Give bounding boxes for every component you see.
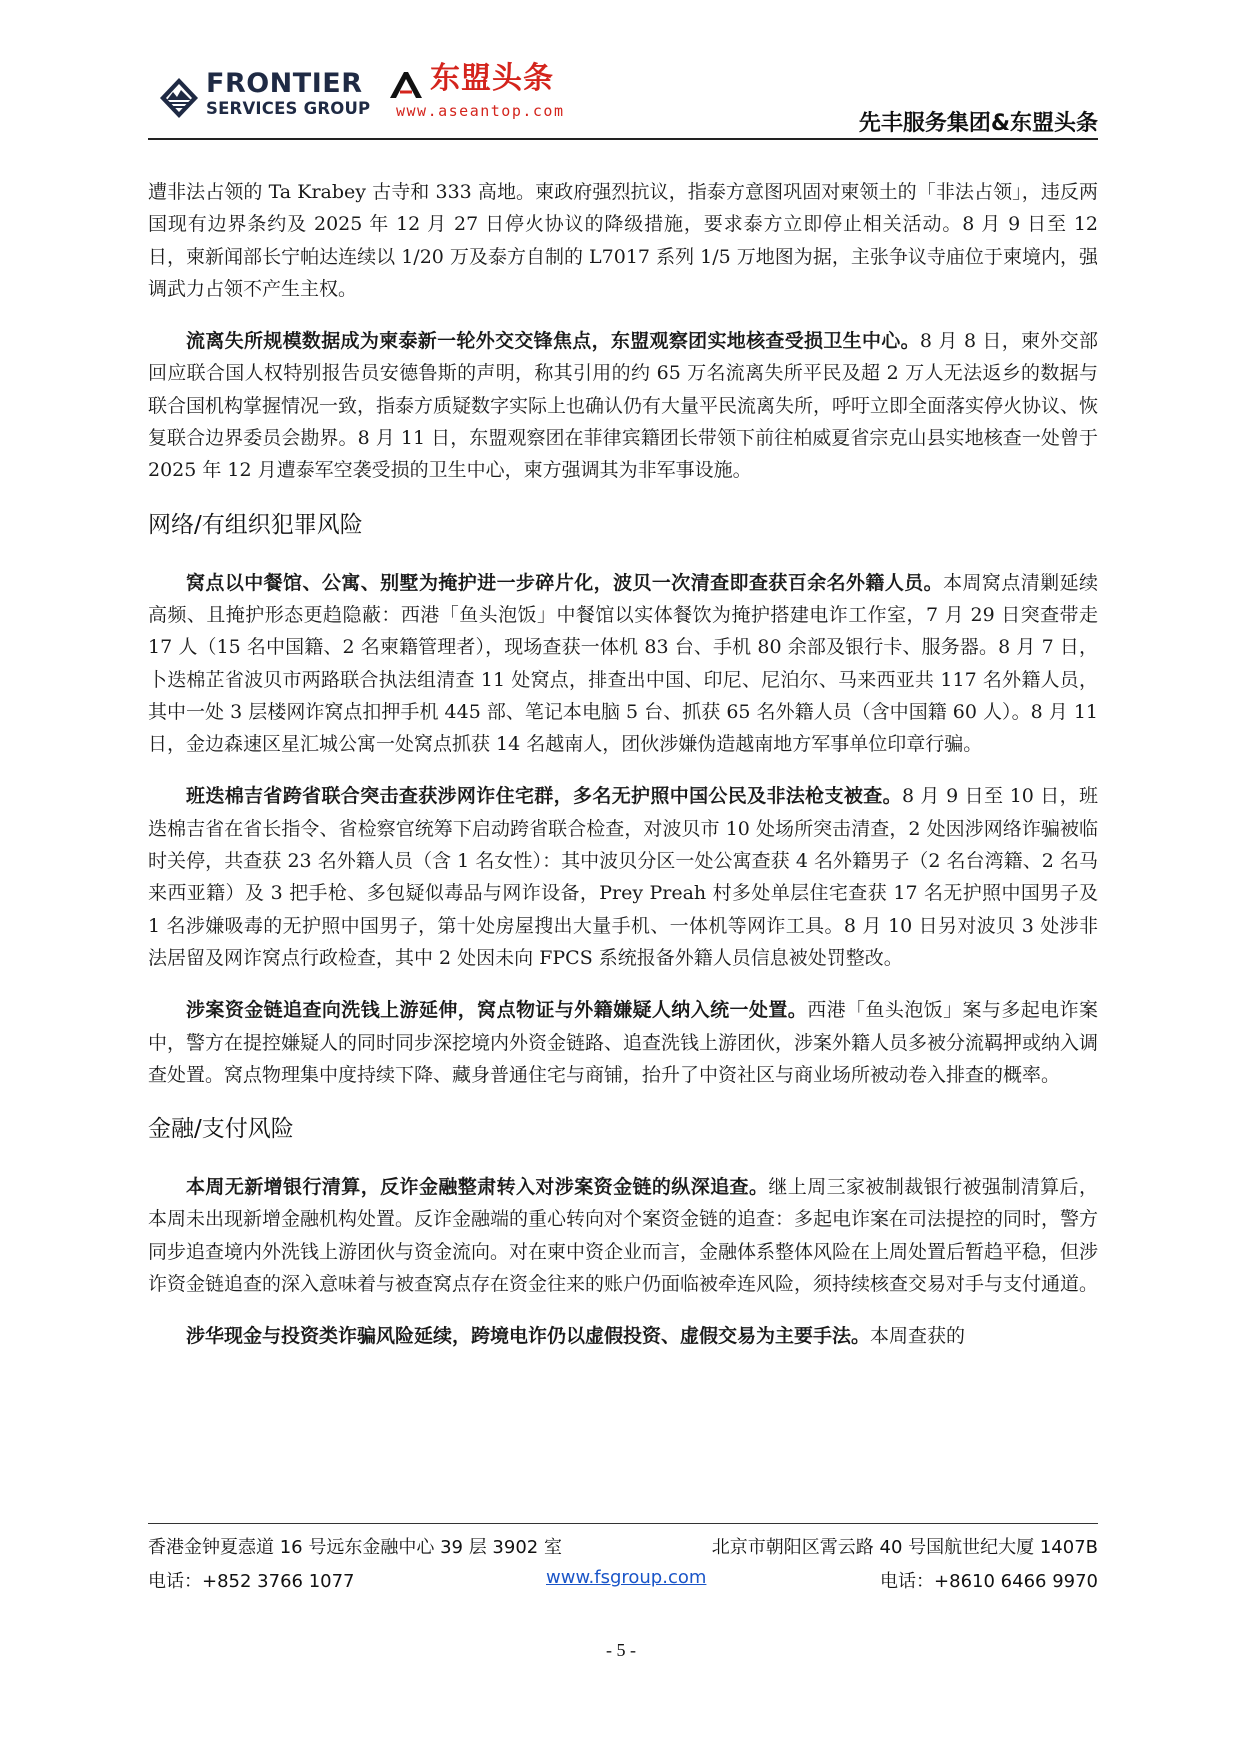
footer-address-bj: 北京市朝阳区霄云路 40 号国航世纪大厦 1407B [711,1537,1098,1558]
paragraph-7-lead: 涉华现金与投资类诈骗风险延续，跨境电诈仍以虚假投资、虚假交易为主要手法。 [186,1325,871,1348]
paragraph-4 [148,780,1098,974]
paragraph-4-text: 8 月 9 日至 10 日，班迭棉吉省在省长指令、省检察官统筹下启动跨省联合检查，对波贝市 10 处场所突击清查，2 处因涉网络诈骗被临时关停，共查获 23 名外籍人员（含 1 名女性）：其中波贝分区一处公寓查获 4 名外籍男子（2 名台湾籍、2 名马来西亚籍）及 3 把手枪、多包疑似毒品与网诈设备，Prey Preah 村多处单层住宅查获 17 名无护照中国男子及 1 名涉嫌吸毒的无护照中国男子，第十处房屋搜出大量手机、一体机等网诈工具。8 月 10 日另对波贝 3 处涉非法居留及网诈窝点行政检查，其中 2 处因未向 FPCS 系统报备外籍人员信息被处罚整改。 [148,785,1098,969]
page-footer [148,1533,1098,1601]
paragraph-6 [148,1171,1098,1300]
fsg-logo-icon [158,76,200,120]
document-body [148,176,1098,1373]
fsg-logo-text [206,70,370,118]
paragraph-2 [148,325,1098,486]
paragraph-5-lead: 涉案资金链追查向洗钱上游延伸，窝点物证与外籍嫌疑人纳入统一处置。 [186,999,808,1022]
aseantop-logo-icon [386,68,428,100]
paragraph-3-lead: 窝点以中餐馆、公寓、别墅为掩护进一步碎片化，波贝一次清查即查获百余名外籍人员。 [186,571,944,594]
header-divider [148,138,1098,140]
paragraph-3-text: 本周窝点清剿延续高频、且掩护形态更趋隐蔽：西港「鱼头泡饭」中餐馆以实体餐饮为掩护搭建电诈工作室，7 月 29 日突查带走 17 人（15 名中国籍、2 名柬籍管理者），现场查获一体机 83 台、手机 80 余部及银行卡、服务器。8 月 7 日，卜迭棉芷省波贝市两路联合执法组清查 11 处窝点，排查出中国、印尼、尼泊尔、马来西亚共 117 名外籍人员，其中一处 3 层楼网诈窝点扣押手机 445 部、笔记本电脑 5 台、抓获 65 名外籍人员（含中国籍 60 人）。8 月 11 日，金边森速区星汇城公寓一处窝点抓获 14 名越南人，团伙涉嫌伪造越南地方军事单位印章行骗。 [148,571,1098,756]
paragraph-6-text: 继上周三家被制裁银行被强制清算后，本周未出现新增金融机构处置。反诈金融端的重心转向对个案资金链的追查：多起电诈案在司法提控的同时，警方同步追查境内外洗钱上游团伙与资金流向。对在柬中资企业而言，金融体系整体风险在上周处置后暂趋平稳，但涉诈资金链追查的深入意味着与被查窝点存在资金往来的账户仍面临被牵连风险，须持续核查交易对手与支付通道。 [148,1176,1099,1296]
footer-divider [148,1523,1098,1524]
section-title-finance: 金融/支付风险 [148,1116,294,1143]
paragraph-7 [148,1320,1098,1352]
paragraph-2-lead: 流离失所规模数据成为柬泰新一轮外交交锋焦点，东盟观察团实地核查受损卫生中心。 [186,330,920,353]
fsg-line1: FRONTIER [206,68,363,99]
page-header [148,62,1098,140]
footer-phone-hk: 电话：+852 3766 1077 [148,1571,355,1592]
fsg-line2: SERVICES GROUP [206,99,371,118]
footer-website-link[interactable]: www.fsgroup.com [546,1567,707,1588]
footer-phone-bj: 电话：+8610 6466 9970 [880,1571,1098,1592]
section-title-cybercrime: 网络/有组织犯罪风险 [148,511,363,538]
header-title: 先丰服务集团&东盟头条 [858,111,1098,136]
page-number: - 5 - [606,1640,636,1660]
paragraph-5 [148,994,1098,1091]
paragraph-7-text: 本周查获的 [870,1325,966,1348]
paragraph-5-text: 西港「鱼头泡饭」案与多起电诈案中，警方在提控嫌疑人的同时同步深挖境内外资金链路、追查洗钱上游团伙，涉案外籍人员多被分流羁押或纳入调查处置。窝点物理集中度持续下降、藏身普通住宅与商铺，抬升了中资社区与商业场所被动卷入排查的概率。 [148,999,1099,1086]
paragraph-4-lead: 班迭棉吉省跨省联合突击查获涉网诈住宅群，多名无护照中国公民及非法枪支被查。 [186,785,902,808]
paragraph-6-lead: 本周无新增银行清算，反诈金融整肃转入对涉案资金链的纵深追查。 [186,1176,769,1199]
aseantop-url: www.aseantop.com [396,102,565,120]
paragraph-1: 遭非法占领的 Ta Krabey 古寺和 333 高地。柬政府强烈抗议，指泰方意图巩固对柬领土的「非法占领」，违反两国现有边界条约及 2025 年 12 月 27 日停火协议的降级措施，要求泰方立即停止相关活动。8 月 9 日至 12 日，柬新闻部长宁帕达连续以 1/20 万及泰方自制的 L7017 系列 1/5 万地图为据，主张争议寺庙位于柬境内，强调武力占领不产生主权。 [148,181,1098,300]
footer-address-hk: 香港金钟夏悫道 16 号远东金融中心 39 层 3902 室 [148,1537,562,1558]
paragraph-2-text: 8 月 8 日，柬外交部回应联合国人权特别报告员安德鲁斯的声明，称其引用的约 65 万名流离失所平民及超 2 万人无法返乡的数据与联合国机构掌握情况一致，指泰方质疑数字实际上也确认仍有大量平民流离失所，呼吁立即全面落实停火协议、恢复联合边界委员会勘界。8 月 11 日，东盟观察团在菲律宾籍团长带领下前往柏威夏省宗克山县实地核查一处曾于 2025 年 12 月遭泰军空袭受损的卫生中心，柬方强调其为非军事设施。 [148,330,1099,482]
aseantop-name: 东盟头条 [430,61,554,96]
paragraph-3 [148,567,1098,761]
